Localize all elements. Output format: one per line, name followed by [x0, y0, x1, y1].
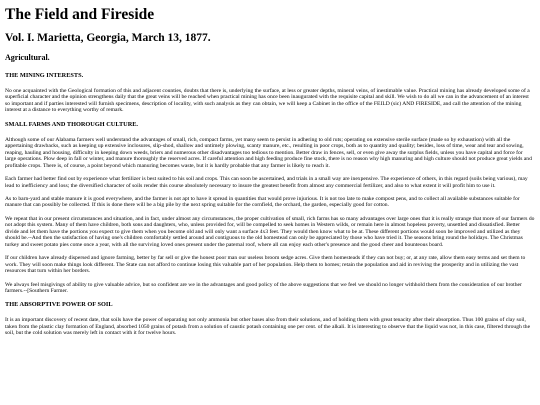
article-paragraph: No one acquainted with the Geological formation of this and adjacent counties, doubts that there is, underlying the surface, at less or greater depths, mineral veins, of inestimable value. Practical mining has already developed some of a superficial character and the opinion strengthens daily that the great veins will be reached when practical mining has once been inaugurated with the requisite capital and skill. We wish to do all we can in the advancement of an interest so important and if parties interested will furnish specimens, description of locality, with such analysis as they can obtain, we will keep a Cabinet in the office of the FEILD (sic) AND FIRESIDE, and call the attention of the mining interest at a distance to everything worthy of remark. — [5, 88, 530, 114]
article-heading-mining: THE MINING INTERESTS. — [5, 72, 84, 79]
newspaper-title: The Field and Fireside — [5, 6, 155, 23]
article-paragraph: Each farmer had better find out by experience what fertilizer is best suited to his soil and crops. This can soon be ascertained, and trials in a small way are inexpensive. The experience of others, in this regard (soils being various), may lead to inefficiency and loss; the diversified character of soils render this course absolutely necessary to insure the greatest benefit from almost any commercial fertilizer, and also to what extent it will profit him to use it. — [5, 176, 528, 189]
department-heading: Agricultural. — [5, 53, 50, 62]
article-paragraph: It is an important discovery of recent date, that soils have the power of separating not only ammonia but other bases also from their solutions, and of holding them with great tenacity after their absorption. Thus 100 grains of clay soil, taken from the plastic clay formation of England, absorbed 1050 grains of potash from a solution of caustic potash containing one per cent. of the alkali. It is interesting to observe that the liquid was not, in this case, filtered through the soil, but the cold solution was merely left in contact with it for twelve hours. — [5, 317, 531, 337]
article-paragraph: If our children have already dispersed and ignore farming, better by far sell or give the honest poor man our useless broom sedge acres. Give them homesteads if they can not buy; or, at any rate, allow them easy terms and set them to work. They will soon make things look different. The State can not afford to continue losing this valuable part of her population. Help them to homes; retain the population and aid in reviving the prosperity and in utilizing the vast resources that turn within her borders. — [5, 255, 526, 275]
article-paragraph: As to barn-yard and stable manure it is good everywhere, and the farmer is not apt to have it spread in quantities that would prove injurious. It is not too late to make compost pens, and to collect all available substances suitable for manure that can possibly be collected. If this is done there will be a big pile by the next spring suitable for the cornfield, the orchard, the garden, especially good for cotton. — [5, 195, 520, 209]
article-paragraph: Although some of our Alabama farmers well understand the advantages of small, rich, compact farms, yet many seem to persist in adhering to old ruts; operating on extensive sterile surface (made so by exhaustion) with all the appertaining drawbacks, such as keeping up extensive inclosures, slip-shod, shallow and untimely plowing, scanty manure, etc., resulting in poor crops, both as to quantity and quality; besides, loss of time, wear and tear and sowing, reaping, hauling and housing, difficulty in keeping down weeds, briers and numerous other disadvantages too tedious to mention. Better draw in fences, sell, or even give away the surplus fields, unless you have capital and force for large operations. Plow deep in fall or winter, and manure thoroughly the reserved acres. If careful attention and high feeding produce fine stock, there is no reason why high manuring and high culture should not produce great yields and profitable crops. There is, of course, a point beyond which manuring becomes waste, but it is hardly probable that any farmer is likely to reach it. — [5, 136, 532, 169]
article-heading-absorptive-power: THE ABSORPTIVE POWER OF SOIL — [5, 301, 113, 309]
article-paragraph: We repeat that in our present circumstances and situation, and in fact, under almost any circumstances, the proper cultivation of small, rich farms has so many advantages over large ones that it is really strange that more of our farmers do not adopt this system. Many of them have children, both sons and daughters, who, unless provided for, will be compelled to seek homes in Western wilds, or remain here in almost hopeless poverty, unsettled and dissatisfied. Better divide and let them have the portions you expect to give them when you become old and will only want a surface 4x3 feet. They would then know what to be at. These different portions would soon be improved and utilized as they should be.--And then the satisfaction of having one's children comfortably settled around and contiguous to the old homestead can only be appreciated by those who have tried it. The seasons bring round the holidays. The Christmas turkey and sweet potato pies come once a year, with all the surviving loved ones present under the paternal roof, where all can enjoy each other's presence and the good cheer and bounteous board. — [5, 215, 535, 248]
article-heading-small-farms: SMALL FARMS AND THOROUGH CULTURE. — [5, 120, 139, 128]
issue-line: Vol. I. Marietta, Georgia, March 13, 1877. — [5, 32, 211, 44]
article-paragraph: We always feel misgivings of ability to give valuable advice, but so confident are we in the advantages and good policy of the above suggestions that we feel we should no longer withhold them from the consideration of our brother farmers.--[Southern Farmer. — [5, 281, 522, 294]
